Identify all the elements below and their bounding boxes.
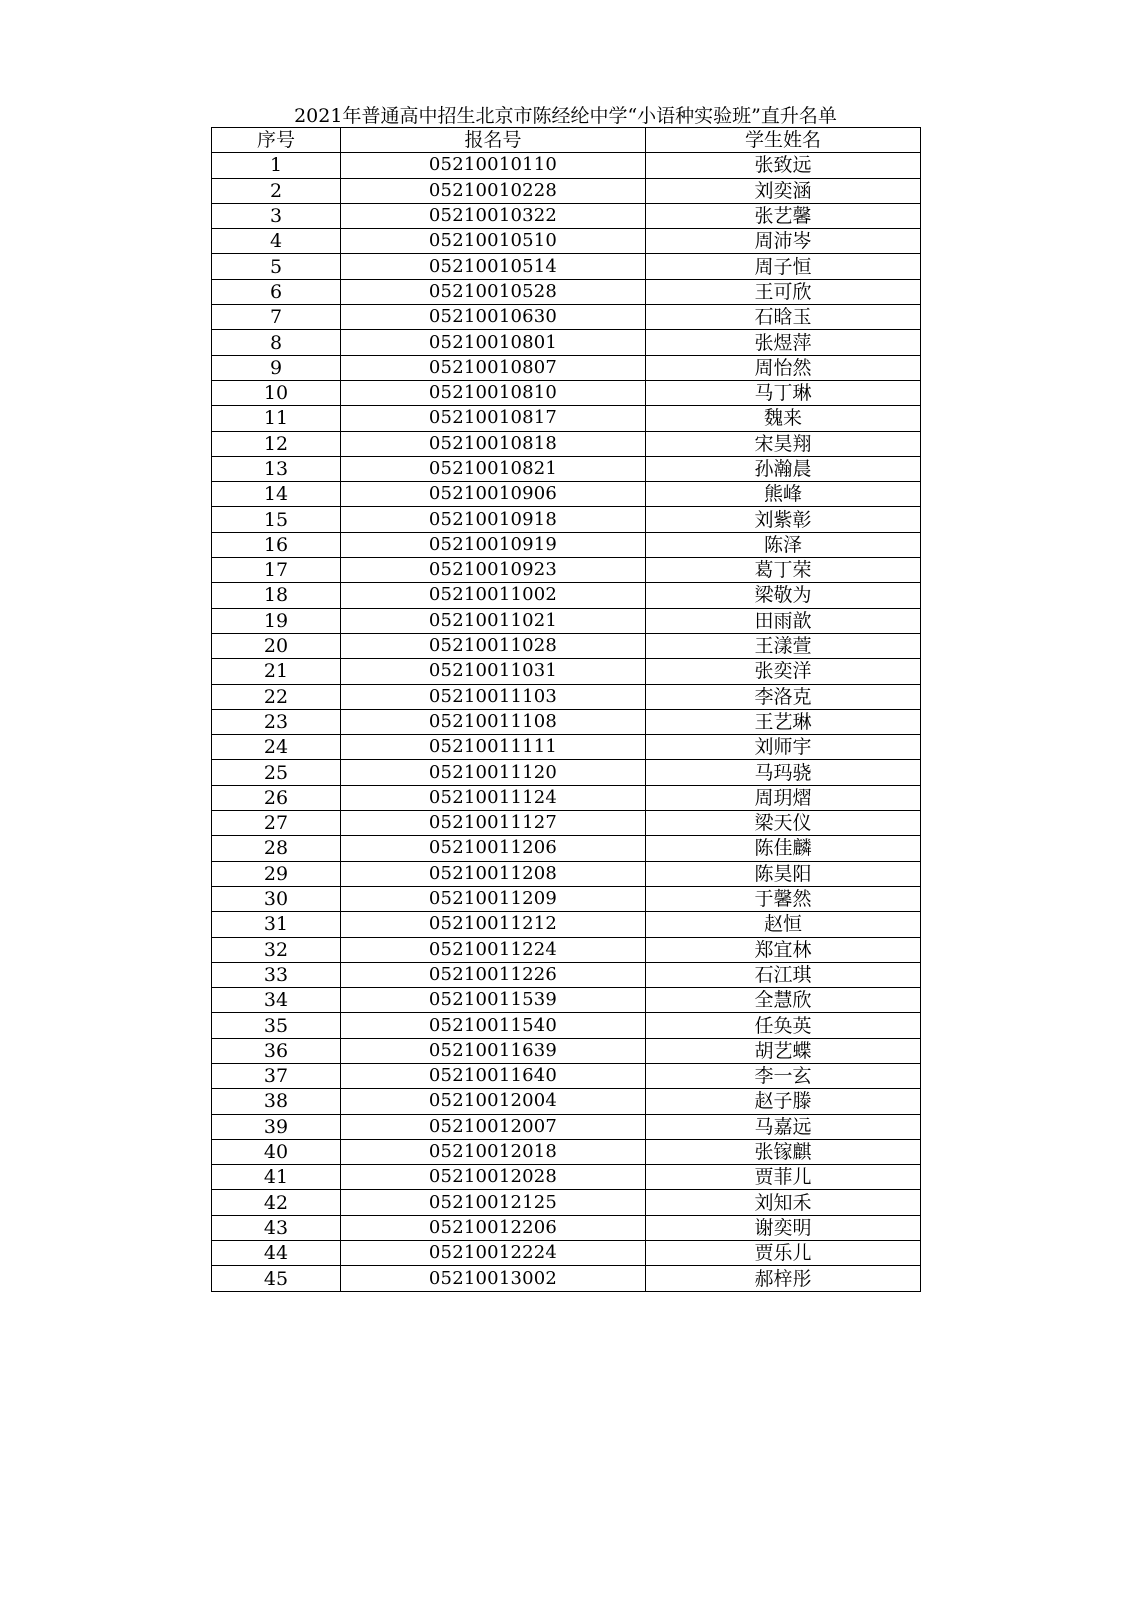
- cell-registration-number: 05210010801: [341, 330, 646, 355]
- cell-serial-number: 41: [212, 1165, 341, 1190]
- cell-student-name: 郑宜林: [646, 937, 921, 962]
- cell-serial-number: 30: [212, 886, 341, 911]
- cell-registration-number: 05210010514: [341, 254, 646, 279]
- cell-serial-number: 28: [212, 836, 341, 861]
- cell-registration-number: 05210012007: [341, 1114, 646, 1139]
- cell-serial-number: 26: [212, 785, 341, 810]
- cell-registration-number: 05210011208: [341, 861, 646, 886]
- cell-registration-number: 05210010906: [341, 482, 646, 507]
- table-row: [212, 532, 921, 557]
- table-row: [212, 1215, 921, 1240]
- cell-student-name: 宋昊翔: [646, 431, 921, 456]
- cell-registration-number: 05210011108: [341, 709, 646, 734]
- table-row: [212, 608, 921, 633]
- cell-serial-number: 10: [212, 380, 341, 405]
- table-row: [212, 836, 921, 861]
- cell-serial-number: 44: [212, 1241, 341, 1266]
- table-row: [212, 229, 921, 254]
- cell-registration-number: 05210012224: [341, 1241, 646, 1266]
- cell-registration-number: 05210011031: [341, 659, 646, 684]
- cell-serial-number: 11: [212, 406, 341, 431]
- cell-serial-number: 16: [212, 532, 341, 557]
- cell-registration-number: 05210010110: [341, 153, 646, 178]
- table-row: [212, 912, 921, 937]
- table-row: [212, 482, 921, 507]
- cell-student-name: 张致远: [646, 153, 921, 178]
- table-row: [212, 861, 921, 886]
- table-row: [212, 254, 921, 279]
- cell-student-name: 任奂英: [646, 1013, 921, 1038]
- cell-serial-number: 1: [212, 153, 341, 178]
- table-row: [212, 279, 921, 304]
- cell-student-name: 李一玄: [646, 1063, 921, 1088]
- cell-serial-number: 22: [212, 684, 341, 709]
- cell-registration-number: 05210012028: [341, 1165, 646, 1190]
- cell-registration-number: 05210012018: [341, 1139, 646, 1164]
- cell-serial-number: 23: [212, 709, 341, 734]
- cell-registration-number: 05210011539: [341, 988, 646, 1013]
- cell-registration-number: 05210010228: [341, 178, 646, 203]
- header-student-name: 学生姓名: [646, 128, 921, 153]
- cell-serial-number: 45: [212, 1266, 341, 1291]
- table-row: [212, 178, 921, 203]
- cell-registration-number: 05210011002: [341, 583, 646, 608]
- table-row: [212, 456, 921, 481]
- cell-serial-number: 25: [212, 760, 341, 785]
- table-body: [212, 153, 921, 1291]
- cell-registration-number: 05210011206: [341, 836, 646, 861]
- cell-student-name: 贾菲儿: [646, 1165, 921, 1190]
- cell-serial-number: 38: [212, 1089, 341, 1114]
- cell-student-name: 张煜萍: [646, 330, 921, 355]
- cell-registration-number: 05210011111: [341, 735, 646, 760]
- table-row: [212, 988, 921, 1013]
- cell-student-name: 刘奕涵: [646, 178, 921, 203]
- table-row: [212, 659, 921, 684]
- cell-student-name: 张奕洋: [646, 659, 921, 684]
- table-row: [212, 709, 921, 734]
- cell-serial-number: 7: [212, 305, 341, 330]
- cell-registration-number: 05210010510: [341, 229, 646, 254]
- cell-registration-number: 05210012004: [341, 1089, 646, 1114]
- cell-student-name: 陈昊阳: [646, 861, 921, 886]
- cell-registration-number: 05210011124: [341, 785, 646, 810]
- cell-registration-number: 05210010918: [341, 507, 646, 532]
- header-registration-number: 报名号: [341, 128, 646, 153]
- cell-registration-number: 05210010807: [341, 355, 646, 380]
- table-row: [212, 1013, 921, 1038]
- table-row: [212, 886, 921, 911]
- cell-student-name: 田雨歆: [646, 608, 921, 633]
- cell-serial-number: 29: [212, 861, 341, 886]
- table-row: [212, 811, 921, 836]
- cell-serial-number: 34: [212, 988, 341, 1013]
- cell-student-name: 于馨然: [646, 886, 921, 911]
- cell-student-name: 王艺琳: [646, 709, 921, 734]
- table-row: [212, 1038, 921, 1063]
- table-row: [212, 305, 921, 330]
- table-row: [212, 507, 921, 532]
- table-row: [212, 760, 921, 785]
- cell-student-name: 陈泽: [646, 532, 921, 557]
- cell-serial-number: 5: [212, 254, 341, 279]
- cell-serial-number: 27: [212, 811, 341, 836]
- cell-registration-number: 05210010923: [341, 558, 646, 583]
- cell-serial-number: 17: [212, 558, 341, 583]
- table-row: [212, 330, 921, 355]
- cell-registration-number: 05210012125: [341, 1190, 646, 1215]
- table-row: [212, 1241, 921, 1266]
- cell-student-name: 石江琪: [646, 962, 921, 987]
- cell-serial-number: 13: [212, 456, 341, 481]
- cell-registration-number: 05210013002: [341, 1266, 646, 1291]
- cell-serial-number: 14: [212, 482, 341, 507]
- table-row: [212, 1190, 921, 1215]
- cell-student-name: 刘知禾: [646, 1190, 921, 1215]
- table-row: [212, 684, 921, 709]
- cell-student-name: 刘师宇: [646, 735, 921, 760]
- cell-serial-number: 9: [212, 355, 341, 380]
- cell-registration-number: 05210012206: [341, 1215, 646, 1240]
- table-row: [212, 735, 921, 760]
- cell-registration-number: 05210011127: [341, 811, 646, 836]
- table-row: [212, 406, 921, 431]
- table-row: [212, 431, 921, 456]
- cell-serial-number: 36: [212, 1038, 341, 1063]
- cell-student-name: 王可欣: [646, 279, 921, 304]
- cell-student-name: 周怡然: [646, 355, 921, 380]
- cell-serial-number: 42: [212, 1190, 341, 1215]
- cell-student-name: 葛丁荣: [646, 558, 921, 583]
- table-row: [212, 355, 921, 380]
- cell-serial-number: 43: [212, 1215, 341, 1240]
- cell-serial-number: 12: [212, 431, 341, 456]
- cell-serial-number: 2: [212, 178, 341, 203]
- cell-serial-number: 37: [212, 1063, 341, 1088]
- cell-student-name: 梁天仪: [646, 811, 921, 836]
- cell-registration-number: 05210010818: [341, 431, 646, 456]
- table-row: [212, 1114, 921, 1139]
- roster-table: [211, 127, 921, 1292]
- table-row: [212, 1266, 921, 1291]
- cell-student-name: 李洛克: [646, 684, 921, 709]
- cell-student-name: 周子恒: [646, 254, 921, 279]
- document-title: 2021年普通高中招生北京市陈经纶中学“小语种实验班”直升名单: [294, 105, 837, 127]
- cell-registration-number: 05210011226: [341, 962, 646, 987]
- cell-student-name: 全慧欣: [646, 988, 921, 1013]
- cell-serial-number: 4: [212, 229, 341, 254]
- table-row: [212, 153, 921, 178]
- cell-registration-number: 05210010817: [341, 406, 646, 431]
- cell-registration-number: 05210011209: [341, 886, 646, 911]
- table-row: [212, 203, 921, 228]
- cell-registration-number: 05210011640: [341, 1063, 646, 1088]
- cell-student-name: 熊峰: [646, 482, 921, 507]
- cell-student-name: 石晗玉: [646, 305, 921, 330]
- cell-registration-number: 05210011103: [341, 684, 646, 709]
- cell-student-name: 马嘉远: [646, 1114, 921, 1139]
- cell-student-name: 谢奕明: [646, 1215, 921, 1240]
- cell-student-name: 王漾萱: [646, 633, 921, 658]
- cell-student-name: 魏来: [646, 406, 921, 431]
- cell-student-name: 马丁琳: [646, 380, 921, 405]
- cell-registration-number: 05210011540: [341, 1013, 646, 1038]
- cell-serial-number: 39: [212, 1114, 341, 1139]
- table-header-row: [212, 128, 921, 153]
- table-row: [212, 785, 921, 810]
- cell-student-name: 周沛岑: [646, 229, 921, 254]
- cell-student-name: 马玛骁: [646, 760, 921, 785]
- table-row: [212, 1089, 921, 1114]
- cell-student-name: 张镓麒: [646, 1139, 921, 1164]
- cell-serial-number: 40: [212, 1139, 341, 1164]
- cell-registration-number: 05210010919: [341, 532, 646, 557]
- cell-student-name: 陈佳麟: [646, 836, 921, 861]
- table-row: [212, 558, 921, 583]
- cell-student-name: 胡艺蝶: [646, 1038, 921, 1063]
- cell-student-name: 赵恒: [646, 912, 921, 937]
- header-serial-number: 序号: [212, 128, 341, 153]
- cell-serial-number: 35: [212, 1013, 341, 1038]
- cell-registration-number: 05210011212: [341, 912, 646, 937]
- cell-serial-number: 18: [212, 583, 341, 608]
- table-row: [212, 937, 921, 962]
- table-row: [212, 1165, 921, 1190]
- cell-serial-number: 24: [212, 735, 341, 760]
- cell-student-name: 赵子滕: [646, 1089, 921, 1114]
- cell-serial-number: 20: [212, 633, 341, 658]
- table-row: [212, 633, 921, 658]
- cell-student-name: 张艺馨: [646, 203, 921, 228]
- table-row: [212, 1139, 921, 1164]
- cell-serial-number: 19: [212, 608, 341, 633]
- cell-serial-number: 33: [212, 962, 341, 987]
- cell-registration-number: 05210011224: [341, 937, 646, 962]
- cell-registration-number: 05210011028: [341, 633, 646, 658]
- cell-student-name: 孙瀚晨: [646, 456, 921, 481]
- cell-registration-number: 05210011021: [341, 608, 646, 633]
- table-row: [212, 1063, 921, 1088]
- cell-registration-number: 05210010810: [341, 380, 646, 405]
- cell-registration-number: 05210011120: [341, 760, 646, 785]
- cell-student-name: 周玥熠: [646, 785, 921, 810]
- cell-serial-number: 31: [212, 912, 341, 937]
- cell-serial-number: 21: [212, 659, 341, 684]
- cell-serial-number: 6: [212, 279, 341, 304]
- cell-student-name: 梁敬为: [646, 583, 921, 608]
- cell-serial-number: 32: [212, 937, 341, 962]
- cell-registration-number: 05210010821: [341, 456, 646, 481]
- cell-registration-number: 05210010322: [341, 203, 646, 228]
- cell-student-name: 刘紫彰: [646, 507, 921, 532]
- cell-serial-number: 3: [212, 203, 341, 228]
- table-row: [212, 380, 921, 405]
- cell-serial-number: 15: [212, 507, 341, 532]
- cell-student-name: 贾乐儿: [646, 1241, 921, 1266]
- table-row: [212, 583, 921, 608]
- cell-registration-number: 05210011639: [341, 1038, 646, 1063]
- cell-registration-number: 05210010630: [341, 305, 646, 330]
- cell-student-name: 郝梓彤: [646, 1266, 921, 1291]
- cell-serial-number: 8: [212, 330, 341, 355]
- cell-registration-number: 05210010528: [341, 279, 646, 304]
- table-row: [212, 962, 921, 987]
